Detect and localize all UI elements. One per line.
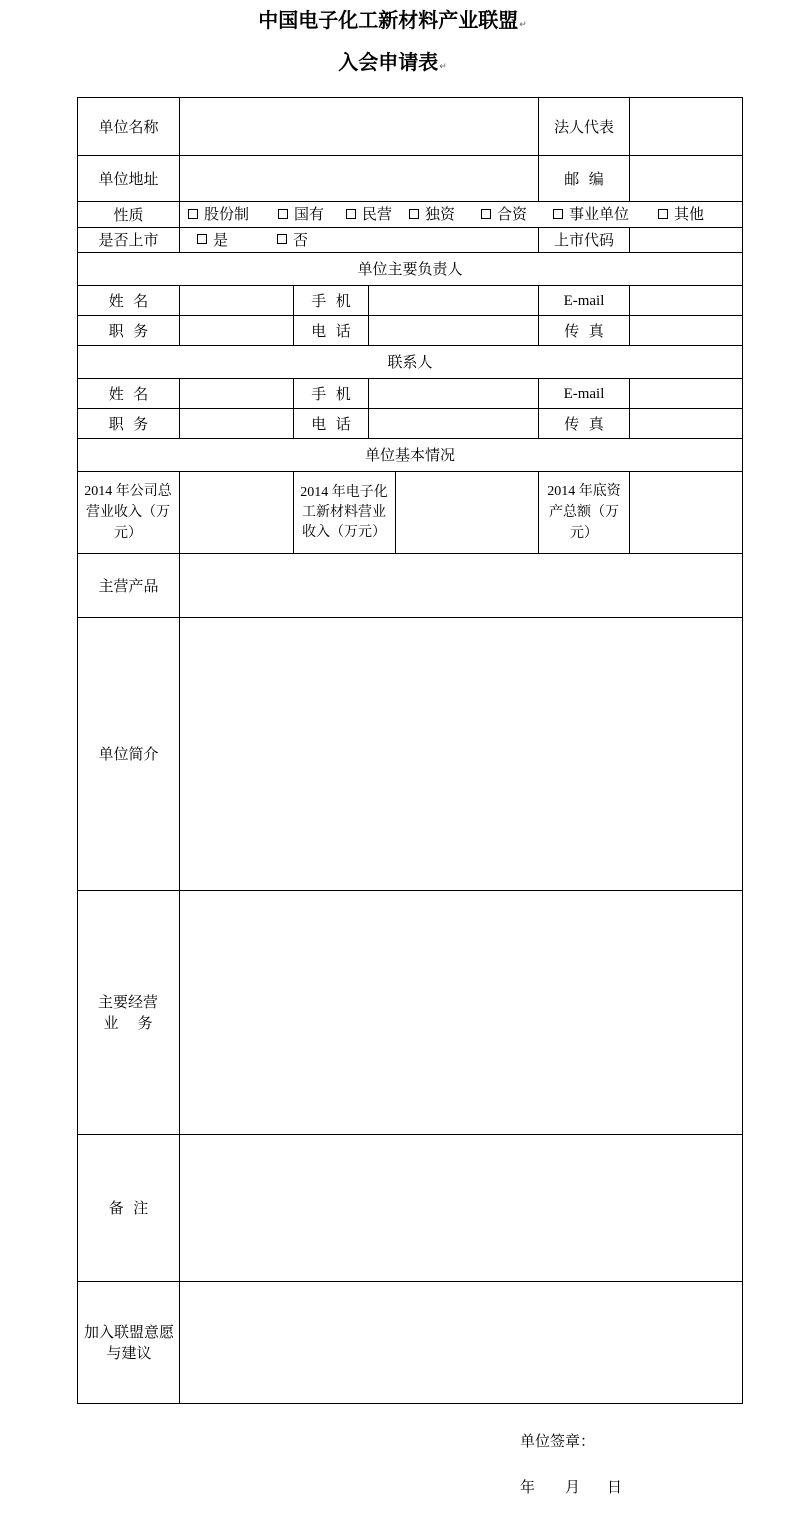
form-subtitle: 入会申请表↵	[338, 50, 447, 74]
checkbox-icon[interactable]	[553, 209, 563, 219]
leader-position-label: 职 务	[108, 321, 149, 340]
leader-mobile-label: 手 机	[311, 291, 351, 310]
nature-option-state-owned[interactable]: 国有	[278, 203, 346, 224]
date-year-label: 年	[520, 1478, 536, 1496]
contact-email-label: E-mail	[563, 385, 605, 402]
main-business-label: 主要经营业 务	[97, 992, 158, 1032]
nature-option-joint-venture[interactable]: 合资	[481, 203, 553, 224]
suggestions-label: 加入联盟意愿与建议	[84, 1322, 175, 1362]
checkbox-icon[interactable]	[409, 209, 419, 219]
leader-name-label: 姓 名	[108, 291, 149, 310]
nature-option-private[interactable]: 民营	[346, 203, 409, 224]
nature-option-sole-proprietorship[interactable]: 独资	[409, 203, 481, 224]
checkbox-icon[interactable]	[481, 209, 491, 219]
stock-code-label: 上市代码	[553, 231, 614, 249]
basic-info-section-title: 单位基本情况	[364, 446, 455, 464]
main-leader-section-title: 单位主要负责人	[357, 260, 463, 278]
legal-rep-label: 法人代表	[553, 117, 614, 136]
checkbox-icon[interactable]	[658, 209, 668, 219]
contact-fax-label: 传 真	[564, 414, 604, 433]
nature-option-other[interactable]: 其他	[658, 203, 704, 224]
leader-phone-label: 电 话	[311, 321, 351, 340]
nature-option-public-institution[interactable]: 事业单位	[553, 203, 658, 224]
listed-option-no[interactable]: 否	[277, 229, 308, 250]
remarks-label: 备 注	[108, 1199, 149, 1217]
contact-mobile-label: 手 机	[311, 384, 351, 403]
nature-label: 性质	[113, 205, 144, 224]
unit-name-label: 单位名称	[98, 117, 159, 136]
checkbox-icon[interactable]	[197, 234, 207, 244]
checkbox-icon[interactable]	[188, 209, 198, 219]
revenue-total-label: 2014 年公司总营业收入（万元）	[84, 484, 172, 541]
contact-section-title: 联系人	[387, 353, 433, 371]
listed-label: 是否上市	[98, 231, 159, 249]
main-products-label: 主营产品	[98, 576, 159, 595]
contact-position-label: 职 务	[108, 414, 149, 433]
listed-option-yes[interactable]: 是	[197, 229, 277, 250]
postcode-label: 邮 编	[564, 169, 604, 188]
form-title: 中国电子化工新材料产业联盟↵	[258, 8, 527, 32]
revenue-chem-label: 2014 年电子化工新材料营业收入（万元）	[300, 484, 388, 540]
leader-email-label: E-mail	[563, 292, 605, 309]
nature-options	[188, 202, 704, 225]
checkbox-icon[interactable]	[346, 209, 356, 219]
assets-total-label: 2014 年底资产总额（万元）	[547, 484, 621, 541]
unit-seal-label: 单位签章：	[520, 1432, 596, 1450]
checkbox-icon[interactable]	[278, 209, 288, 219]
leader-fax-label: 传 真	[564, 321, 604, 340]
profile-label: 单位简介	[98, 745, 159, 763]
listed-options	[197, 228, 308, 250]
date-day-label: 日	[607, 1478, 623, 1496]
unit-address-label: 单位地址	[98, 169, 159, 188]
nature-option-joint-stock[interactable]: 股份制	[188, 203, 278, 224]
contact-phone-label: 电 话	[311, 414, 351, 433]
checkbox-icon[interactable]	[277, 234, 287, 244]
date-month-label: 月	[565, 1478, 581, 1496]
contact-name-label: 姓 名	[108, 384, 149, 403]
